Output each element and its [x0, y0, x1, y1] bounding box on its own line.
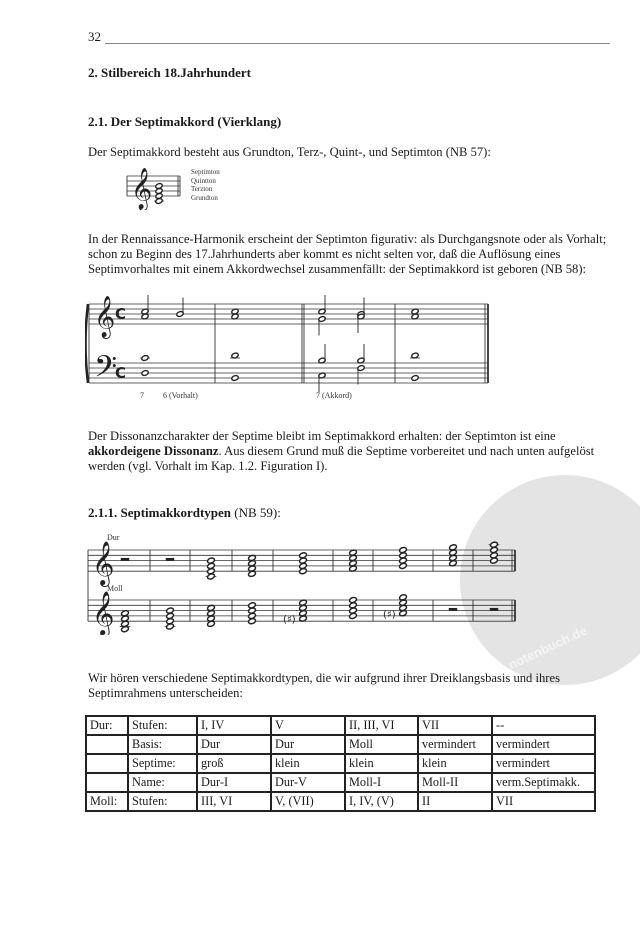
table-cell: VII	[492, 792, 595, 811]
para3-text: Der Dissonanzcharakter der Septime bleibt im Septimakkord erhalten: der Septimton ist eine	[88, 429, 556, 443]
table-cell: Dur-I	[197, 773, 271, 792]
table-cell: Stufen:	[128, 792, 197, 811]
table-cell: vermindert	[492, 735, 595, 754]
bass-clef-icon: 𝄢	[94, 350, 118, 392]
table-cell: Stufen:	[128, 716, 197, 735]
header-rule	[105, 43, 610, 44]
note-head	[411, 375, 419, 382]
music-example-nb58	[85, 290, 495, 395]
figure-7-akkord: 7 (Akkord)	[316, 391, 352, 400]
treble-clef-icon: 𝄞	[92, 540, 115, 585]
table-cell: Dur:	[86, 716, 128, 735]
sharp-accidental-icon: (♯)	[383, 609, 396, 621]
label-dur: Dur	[107, 533, 120, 542]
table-cell: --	[492, 716, 595, 735]
para3-bold: akkordeigene Dissonanz	[88, 444, 219, 458]
paragraph-2: In der Rennaissance-Harmonik erscheint der Septimton figurativ: als Durchgangsnote oder als Vorhalt; schon zu Beginn des 17.Jahrhunderts aber kommt es nicht selten vor, daß die Auflösung eines Septimvorhaltes mit einem Akkordwechsel zusammenfällt: der Septimakkord ist geboren (NB 58):	[88, 232, 607, 276]
table-cell: klein	[418, 754, 492, 773]
table-cell: groß	[197, 754, 271, 773]
table-cell	[86, 735, 128, 754]
page-number: 32	[88, 29, 101, 44]
table-cell: vermindert	[418, 735, 492, 754]
brace-icon	[86, 304, 89, 383]
table-row	[86, 773, 595, 792]
table-row	[86, 754, 595, 773]
table-cell: II	[418, 792, 492, 811]
table-cell: V, (VII)	[271, 792, 345, 811]
table-cell: Dur	[197, 735, 271, 754]
half-rest	[166, 558, 174, 561]
nb57-labels	[191, 168, 220, 202]
table-cell: klein	[271, 754, 345, 773]
treble-clef-icon: 𝄞	[131, 168, 153, 210]
table-cell: V	[271, 716, 345, 735]
table-cell: VII	[418, 716, 492, 735]
chapter-heading: 2. Stilbereich 18.Jahrhundert	[88, 65, 251, 80]
label-septimton: Septimton	[191, 168, 220, 176]
table-cell	[86, 773, 128, 792]
paragraph-1: Der Septimakkord besteht aus Grundton, Terz-, Quint-, und Septimton (NB 57):	[88, 145, 491, 159]
subsection-title: 2.1.1. Septimakkordtypen	[88, 505, 232, 520]
label-terzton: Terzton	[191, 185, 213, 193]
table-cell: Dur	[271, 735, 345, 754]
septimakkord-table	[85, 715, 596, 812]
table-cell: III, VI	[197, 792, 271, 811]
sharp-accidental-icon: (♯)	[283, 614, 296, 626]
music-example-nb57	[125, 165, 185, 210]
note-head	[141, 370, 149, 377]
subsection-ref: (NB 59):	[231, 505, 281, 520]
table-cell: vermindert	[492, 754, 595, 773]
paragraph-3	[88, 429, 608, 474]
label-moll: Moll	[107, 584, 123, 593]
section-heading: 2.1. Der Septimakkord (Vierklang)	[88, 114, 282, 129]
subsection-heading	[88, 505, 281, 521]
table-cell: Moll	[345, 735, 418, 754]
table-row	[86, 735, 595, 754]
table-cell: I, IV, (V)	[345, 792, 418, 811]
table-cell: Moll-II	[418, 773, 492, 792]
table-cell: Dur-V	[271, 773, 345, 792]
table-row	[86, 716, 595, 735]
treble-clef-icon: 𝄞	[94, 296, 116, 338]
table-cell: Name:	[128, 773, 197, 792]
note-head	[231, 375, 239, 382]
table-cell: I, IV	[197, 716, 271, 735]
table-cell: Basis:	[128, 735, 197, 754]
half-rest	[121, 558, 129, 561]
half-rest	[449, 608, 457, 611]
label-quintton: Quintton	[191, 176, 216, 185]
table-cell: klein	[345, 754, 418, 773]
music-example-nb59	[85, 540, 525, 635]
note-head	[141, 355, 149, 362]
table-cell	[86, 754, 128, 773]
paragraph-4: Wir hören verschiedene Septimakkordtypen, die wir aufgrund ihrer Dreiklangsbasis und ihres Septimrahmens unterscheiden:	[88, 671, 560, 700]
common-time-icon: C	[115, 364, 127, 382]
table-cell: II, III, VI	[345, 716, 418, 735]
table-cell: Septime:	[128, 754, 197, 773]
table-cell: Moll-I	[345, 773, 418, 792]
watermark-text: notenbuch.de	[505, 622, 590, 673]
figure-7: 7	[140, 391, 144, 400]
table-row	[86, 792, 595, 811]
table-cell: Moll:	[86, 792, 128, 811]
label-grundton: Grundton	[191, 193, 218, 202]
treble-clef-icon: 𝄞	[92, 590, 115, 635]
figure-6-vorhalt: 6 (Vorhalt)	[163, 391, 198, 400]
table-cell: verm.Septimakk.	[492, 773, 595, 792]
common-time-icon: C	[115, 305, 127, 323]
half-rest	[490, 608, 498, 611]
para3-text-end: . Aus diesem Grund muß die Septime vorbereitet und nach unten aufgelöst werden (vgl. Vorhalt im Kap. 1.2. Figuration I).	[88, 444, 595, 473]
